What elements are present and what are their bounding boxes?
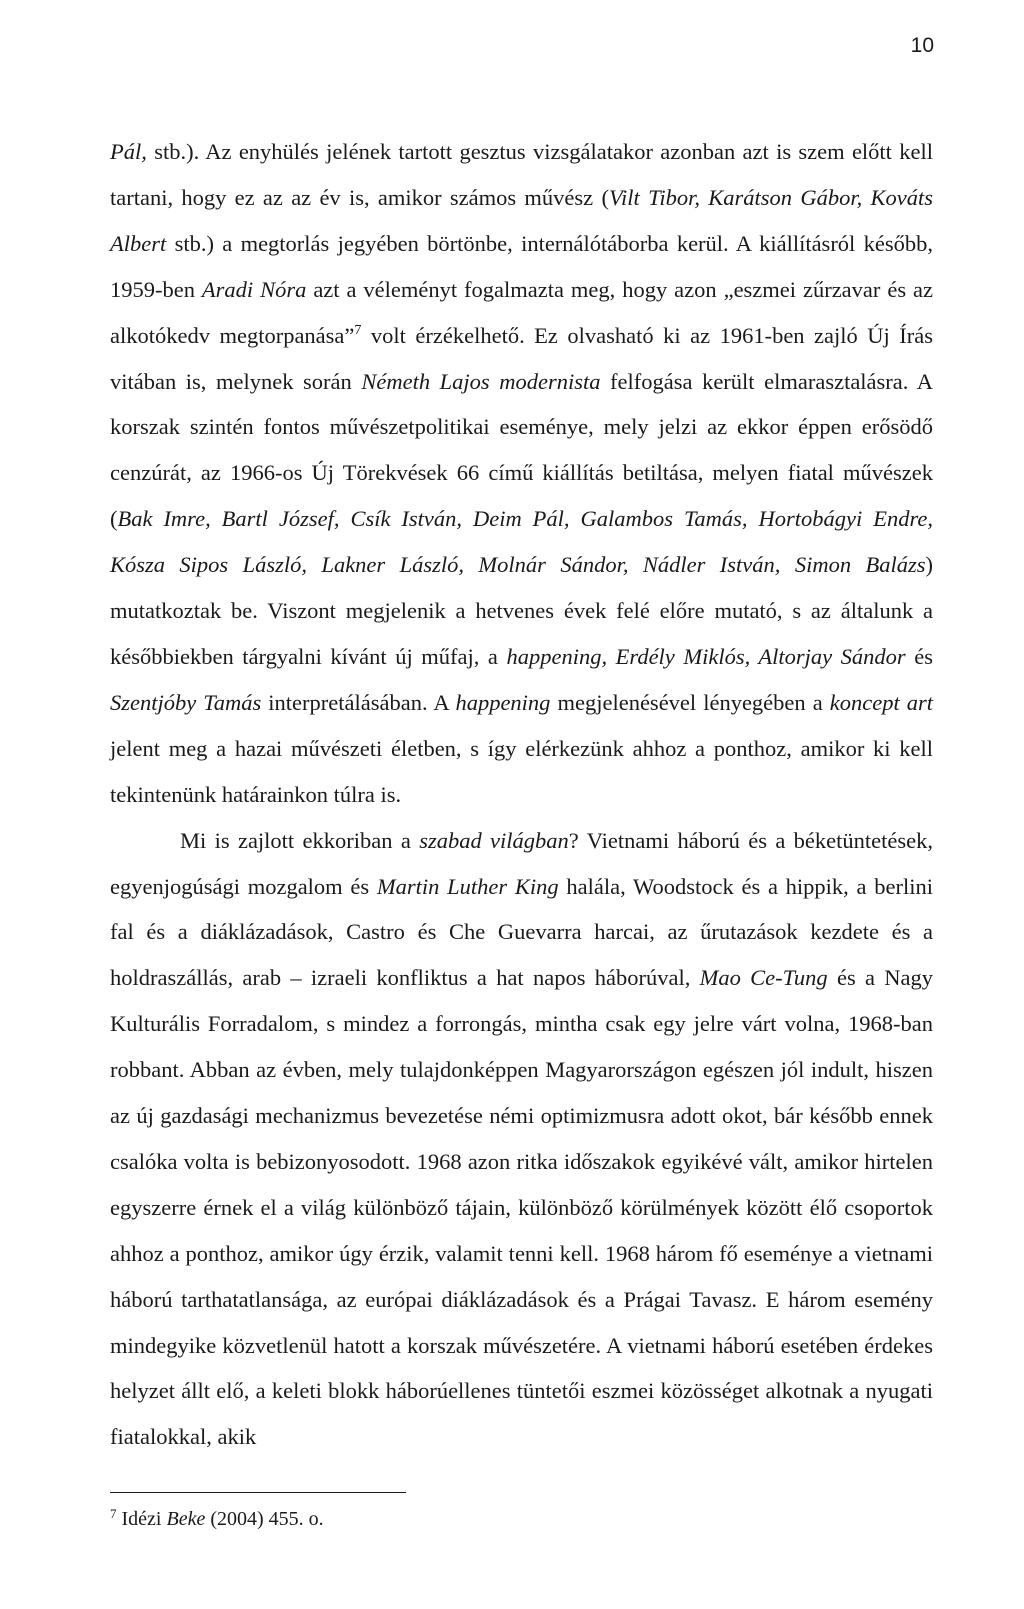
italic-text: Mao Ce-Tung	[699, 965, 828, 991]
page-number: 10	[910, 34, 934, 57]
footnote-separator	[110, 1492, 406, 1493]
italic-text: Vilt Tibor, Karátson Gábor, Kováts Albert	[110, 184, 933, 256]
footnote-source: Beke	[166, 1508, 206, 1530]
italic-text: Szentjóby Tamás	[110, 689, 262, 715]
text-run: Mi is zajlott ekkoriban a	[180, 827, 420, 853]
text-run: megjelenésével lényegében a	[550, 689, 830, 715]
text-run: stb.). Az enyhülés jelének tartott gesztus vizsgálatakor azonban azt is szem előtt kell tartani, hogy ez az az év is, amikor számos művész (	[110, 139, 933, 210]
text-run: jelent meg a hazai művészeti életben, s így elérkezünk ahhoz a ponthoz, amikor ki kell tekintenünk határainkon túlra is.	[110, 735, 933, 807]
footnote-text: (2004) 455. o.	[205, 1508, 324, 1530]
text-run: volt érzékelhető. Ez olvasható ki az 1961-ben zajló Új Írás vitában is, melynek során	[110, 322, 933, 394]
italic-text: Martin Luther King	[376, 873, 559, 899]
footnote-reference: 7	[354, 322, 362, 338]
italic-text: Aradi Nóra	[201, 276, 307, 302]
text-run: felfogása került elmarasztalásra. A korszak szintén fontos művészetpolitikai eseménye, mely jelzi az ekkor éppen erősödő cenzúrát, az 1966-os Új Törekvések 66 című kiállítás betiltása, melyen fiatal művészek (	[110, 368, 933, 532]
italic-text: Németh Lajos modernista	[361, 368, 601, 394]
text-run: és	[905, 643, 933, 669]
italic-text: szabad világban	[419, 827, 569, 853]
footnote	[110, 1506, 324, 1532]
body-text	[110, 129, 933, 1460]
footnote-text: Idézi	[116, 1508, 167, 1530]
text-run: stb.) a megtorlás jegyében börtönbe, internálótáborba kerül. A kiállításról később, 1959-ben	[110, 230, 933, 302]
text-run: interpretálásában. A	[261, 689, 456, 715]
text-run: ) mutatkoztak be. Viszont megjelenik a hetvenes évek felé előre mutató, s az általunk a későbbiekben tárgyalni kívánt új műfaj, a	[110, 552, 933, 669]
paragraph	[110, 129, 933, 818]
italic-text: Pál,	[110, 139, 147, 164]
italic-text: happening, Erdély Miklós, Altorjay Sándor	[506, 643, 906, 669]
text-run: ? Vietnami háború és a béketüntetések, egyenjogúsági mozgalom és	[110, 827, 934, 899]
text-run: halála, Woodstock és a hippik, a berlini fal és a diáklázadások, Castro és Che Guevarra harcai, az űrutazások kezdete és a holdraszállás, arab – izraeli konfliktus a hat napos háborúval,	[110, 873, 933, 991]
text-run: azt a véleményt fogalmazta meg, hogy azon „eszmei zűrzavar és az alkotókedv megtorpanása”	[110, 276, 933, 348]
italic-text: Bak Imre, Bartl József, Csík István, Deim Pál, Galambos Tamás, Hortobágyi Endre, Kósza Sipos László, Lakner László, Molnár Sándor, Nádler István, Simon Balázs	[110, 506, 933, 578]
italic-text: happening	[455, 689, 551, 715]
text-run: és a Nagy Kulturális Forradalom, s mindez a forrongás, mintha csak egy jelre várt volna, 1968-ban robbant. Abban az évben, mely tulajdonképpen Magyarországon egészen jól indult, hiszen az új gazdasági mechanizmus bevezetése némi optimizmusra adott okot, bár később ennek csalóka volta is bebizonyosodott. 1968 azon ritka időszakok egyikévé vált, amikor hirtelen egyszerre érnek el a világ különböző tájain, különböző körülmények között élő csoportok ahhoz a ponthoz, amikor úgy érzik, valamit tenni kell. 1968 három fő eseménye a vietnami háború tarthatatlansága, az európai diáklázadások és a Prágai Tavasz. E három esemény mindegyike közvetlenül hatott a korszak művészetére. A vietnami háború esetében érdekes helyzet állt elő, a keleti blokk háborúellenes tüntetői eszmei közösséget alkotnak a nyugati fiatalokkal, akik	[110, 965, 933, 1450]
footnote-mark: 7	[110, 1506, 117, 1521]
italic-text: koncept art	[829, 689, 933, 715]
paragraph	[110, 818, 933, 1461]
